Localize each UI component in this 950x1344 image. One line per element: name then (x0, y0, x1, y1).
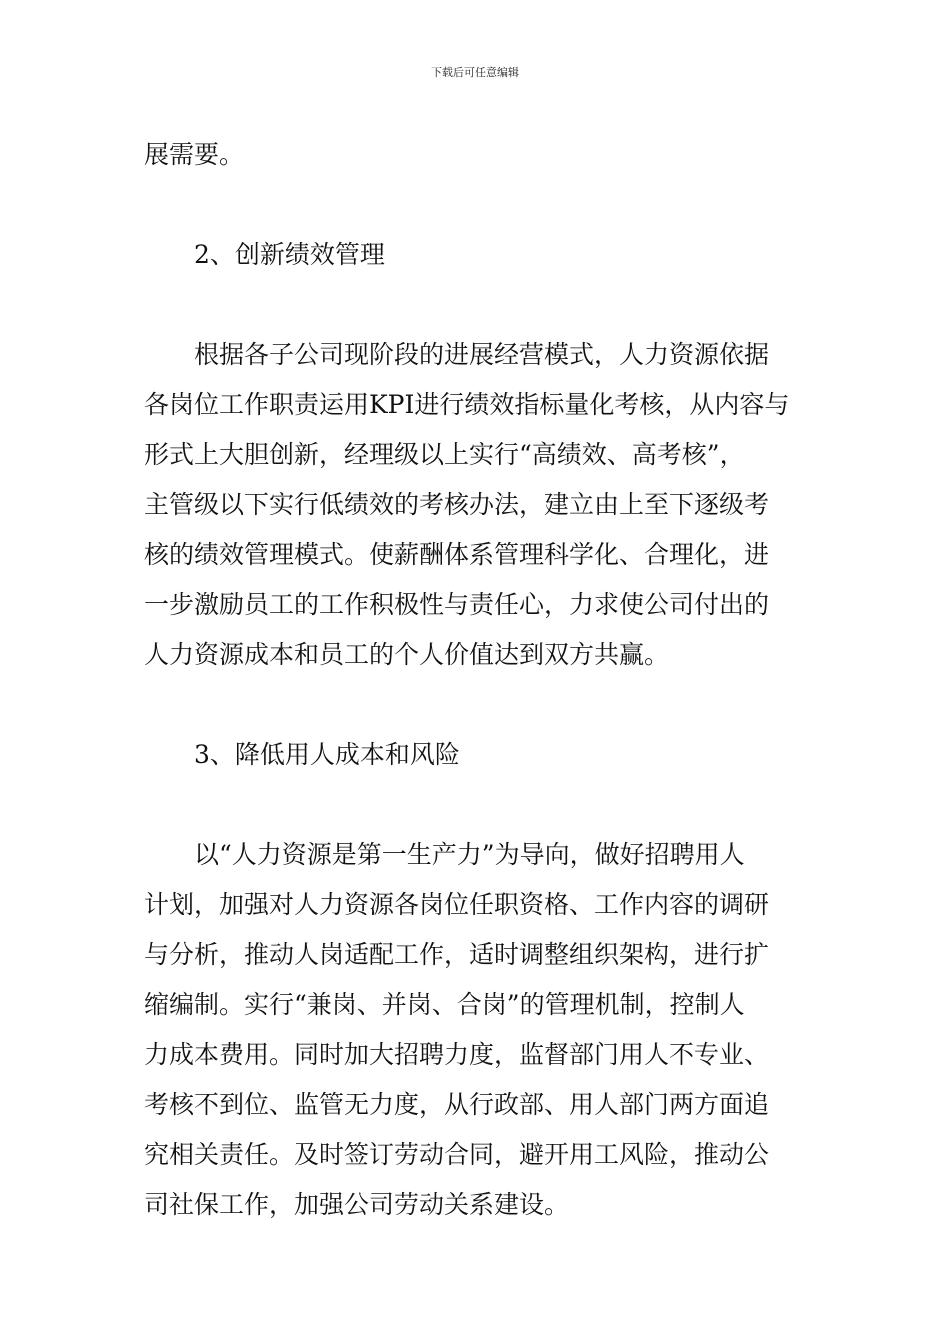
paragraph-line: 一步激励员工的工作积极性与责任心，力求使公司付出的 (144, 590, 770, 619)
paragraph-line: 各岗位工作职责运用KPI进行绩效指标量化考核，从内容与 (144, 390, 790, 419)
paragraph-line: 展需要。 (144, 140, 245, 169)
paragraph-line: 形式上大胆创新，经理级以上实行“高绩效、高考核”， (144, 440, 745, 469)
paragraph-gap (144, 280, 812, 330)
paragraph-line: 考核不到位、监管无力度，从行政部、用人部门两方面追 (144, 1090, 770, 1119)
section-heading-2: 2、创新绩效管理 (194, 240, 385, 269)
paragraph-line: 计划，加强对人力资源各岗位任职资格、工作内容的调研 (144, 890, 770, 919)
paragraph-line: 与分析，推动人岗适配工作，适时调整组织架构，进行扩 (144, 940, 770, 969)
paragraph-gap (144, 180, 812, 230)
section-heading-3: 3、降低用人成本和风险 (194, 740, 460, 769)
document-body (144, 130, 812, 1230)
paragraph-line: 主管级以下实行低绩效的考核办法，建立由上至下逐级考 (144, 490, 770, 519)
page-header: 下载后可任意编辑 (431, 66, 519, 79)
paragraph-line: 司社保工作，加强公司劳动关系建设。 (144, 1190, 570, 1219)
paragraph-line: 核的绩效管理模式。使薪酬体系管理科学化、合理化，进 (144, 540, 770, 569)
paragraph-line: 人力资源成本和员工的个人价值达到双方共赢。 (144, 640, 670, 669)
paragraph-line: 缩编制。实行“兼岗、并岗、合岗”的管理机制，控制人 (144, 990, 745, 1019)
paragraph-line: 究相关责任。及时签订劳动合同，避开用工风险，推动公 (144, 1140, 770, 1169)
paragraph-gap (144, 680, 812, 730)
paragraph-gap (144, 780, 812, 830)
paragraph-line: 力成本费用。同时加大招聘力度，监督部门用人不专业、 (144, 1040, 770, 1069)
paragraph-line: 以“人力资源是第一生产力”为导向，做好招聘用人 (194, 840, 745, 869)
paragraph-line: 根据各子公司现阶段的进展经营模式，人力资源依据 (194, 340, 770, 369)
